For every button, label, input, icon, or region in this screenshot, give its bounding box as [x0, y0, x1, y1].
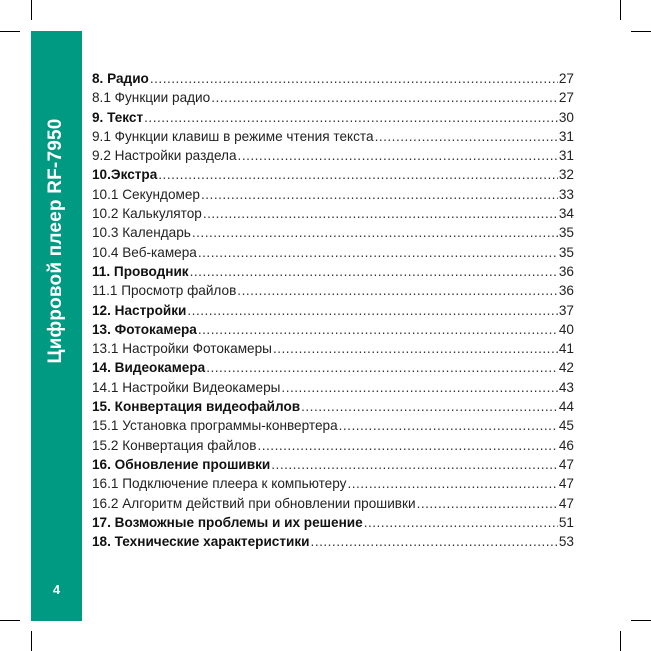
toc-entry-page: 46 — [558, 437, 574, 453]
toc-entry-title: 10.4 Веб-камера — [92, 244, 197, 260]
dot-leader — [311, 534, 558, 549]
toc-entry-title: 9.2 Настройки раздела — [92, 148, 237, 164]
page-number: 4 — [52, 582, 61, 597]
toc-entry-title: 11.1 Просмотр файлов — [92, 283, 237, 299]
toc-entry-title: 9.1 Функции клавиш в режиме чтения текста — [92, 128, 374, 144]
crop-mark — [620, 631, 621, 651]
toc-entry-page: 47 — [558, 495, 574, 511]
toc-entry-title: 15. Конвертация видеофайлов — [92, 399, 301, 415]
toc-entry-page: 43 — [558, 379, 574, 395]
toc-entry — [92, 71, 574, 90]
dot-leader — [203, 206, 558, 221]
toc-entry — [92, 360, 574, 379]
toc-entry-page: 27 — [558, 90, 574, 106]
toc-entry-title: 14.1 Настройки Видеокамеры — [92, 379, 281, 395]
toc-entry — [92, 515, 574, 534]
sidebar — [31, 31, 82, 621]
toc-entry — [92, 110, 574, 129]
toc-entry-page: 35 — [558, 225, 574, 241]
dot-leader — [187, 303, 557, 318]
toc-entry-page: 36 — [558, 263, 574, 279]
toc-entry-title: 10.2 Калькулятор — [92, 206, 202, 222]
crop-mark — [631, 620, 651, 621]
toc-entry-title: 10.Экстра — [92, 167, 158, 183]
sidebar-title: Цифровой плеер RF-7950 — [45, 118, 66, 364]
toc-entry-page: 36 — [558, 283, 574, 299]
dot-leader — [273, 341, 558, 356]
toc-entry — [92, 129, 574, 148]
dot-leader — [417, 496, 558, 511]
toc-entry-page: 44 — [558, 399, 574, 415]
toc-entry-page: 51 — [558, 514, 574, 530]
toc-entry-title: 15.2 Конвертация файлов — [92, 437, 257, 453]
toc-entry-page: 31 — [558, 128, 574, 144]
toc-entry-title: 16.2 Алгоритм действий при обновлении прошивки — [92, 495, 416, 511]
dot-leader — [347, 476, 557, 491]
dot-leader — [301, 399, 558, 414]
toc-entry — [92, 496, 574, 515]
toc-entry — [92, 303, 574, 322]
dot-leader — [375, 129, 558, 144]
toc-entry-page: 42 — [558, 360, 574, 376]
toc-entry-title: 9. Текст — [92, 109, 144, 125]
toc-entry — [92, 148, 574, 167]
crop-mark — [31, 0, 32, 20]
toc-entry — [92, 457, 574, 476]
dot-leader — [237, 283, 558, 298]
toc-entry-title: 15.1 Установка программы-конвертера — [92, 418, 338, 434]
dot-leader — [339, 418, 558, 433]
toc-entry-title: 10.1 Секундомер — [92, 186, 200, 202]
toc-entry-title: 16.1 Подключение плеера к компьютеру — [92, 476, 347, 492]
toc-entry-title: 18. Технические характеристики — [92, 534, 310, 550]
toc-entry — [92, 90, 574, 109]
toc-entry — [92, 225, 574, 244]
toc-entry — [92, 418, 574, 437]
toc-entry — [92, 438, 574, 457]
toc-entry-page: 47 — [558, 476, 574, 492]
toc-entry — [92, 245, 574, 264]
dot-leader — [201, 187, 558, 202]
dot-leader — [198, 245, 558, 260]
toc-entry — [92, 264, 574, 283]
table-of-contents — [92, 71, 574, 553]
toc-entry-page: 33 — [558, 186, 574, 202]
toc-entry-title: 11. Проводник — [92, 263, 189, 279]
crop-mark — [0, 620, 20, 621]
toc-entry — [92, 206, 574, 225]
dot-leader — [281, 380, 557, 395]
toc-entry — [92, 476, 574, 495]
toc-entry-title: 8. Радио — [92, 71, 149, 86]
dot-leader — [364, 515, 558, 530]
dot-leader — [158, 167, 558, 182]
toc-entry-title: 17. Возможные проблемы и их решение — [92, 514, 363, 530]
toc-entry — [92, 399, 574, 418]
toc-entry-page: 31 — [558, 148, 574, 164]
toc-entry-page: 40 — [558, 321, 574, 337]
crop-mark — [31, 631, 32, 651]
toc-entry-page: 47 — [558, 456, 574, 472]
toc-entry-title: 13.1 Настройки Фотокамеры — [92, 341, 272, 357]
dot-leader — [238, 148, 558, 163]
crop-mark — [620, 0, 621, 20]
toc-entry-page: 53 — [558, 534, 574, 550]
toc-entry-page: 45 — [558, 418, 574, 434]
toc-entry-page: 41 — [558, 341, 574, 357]
toc-entry — [92, 341, 574, 360]
dot-leader — [192, 225, 558, 240]
toc-entry — [92, 322, 574, 341]
toc-entry-page: 32 — [558, 167, 574, 183]
toc-entry-title: 10.3 Календарь — [92, 225, 191, 241]
toc-entry-page: 27 — [558, 71, 574, 86]
toc-entry-title: 13. Фотокамера — [92, 321, 197, 337]
dot-leader — [206, 360, 558, 375]
toc-entry-title: 16. Обновление прошивки — [92, 456, 271, 472]
toc-entry-page: 35 — [558, 244, 574, 260]
toc-entry — [92, 187, 574, 206]
dot-leader — [190, 264, 558, 279]
toc-entry — [92, 534, 574, 553]
dot-leader — [271, 457, 558, 472]
crop-mark — [631, 31, 651, 32]
toc-entry-title: 14. Видеокамера — [92, 360, 206, 376]
toc-entry-title: 12. Настройки — [92, 302, 187, 318]
dot-leader — [144, 110, 558, 125]
dot-leader — [211, 90, 558, 105]
toc-entry-page: 37 — [558, 302, 574, 318]
toc-entry-page: 34 — [558, 206, 574, 222]
toc-entry-page: 30 — [558, 109, 574, 125]
crop-mark — [0, 31, 20, 32]
dot-leader — [198, 322, 558, 337]
toc-entry — [92, 283, 574, 302]
toc-entry-title: 8.1 Функции радио — [92, 90, 211, 106]
dot-leader — [257, 438, 557, 453]
toc-entry — [92, 380, 574, 399]
dot-leader — [150, 71, 558, 86]
toc-entry — [92, 167, 574, 186]
